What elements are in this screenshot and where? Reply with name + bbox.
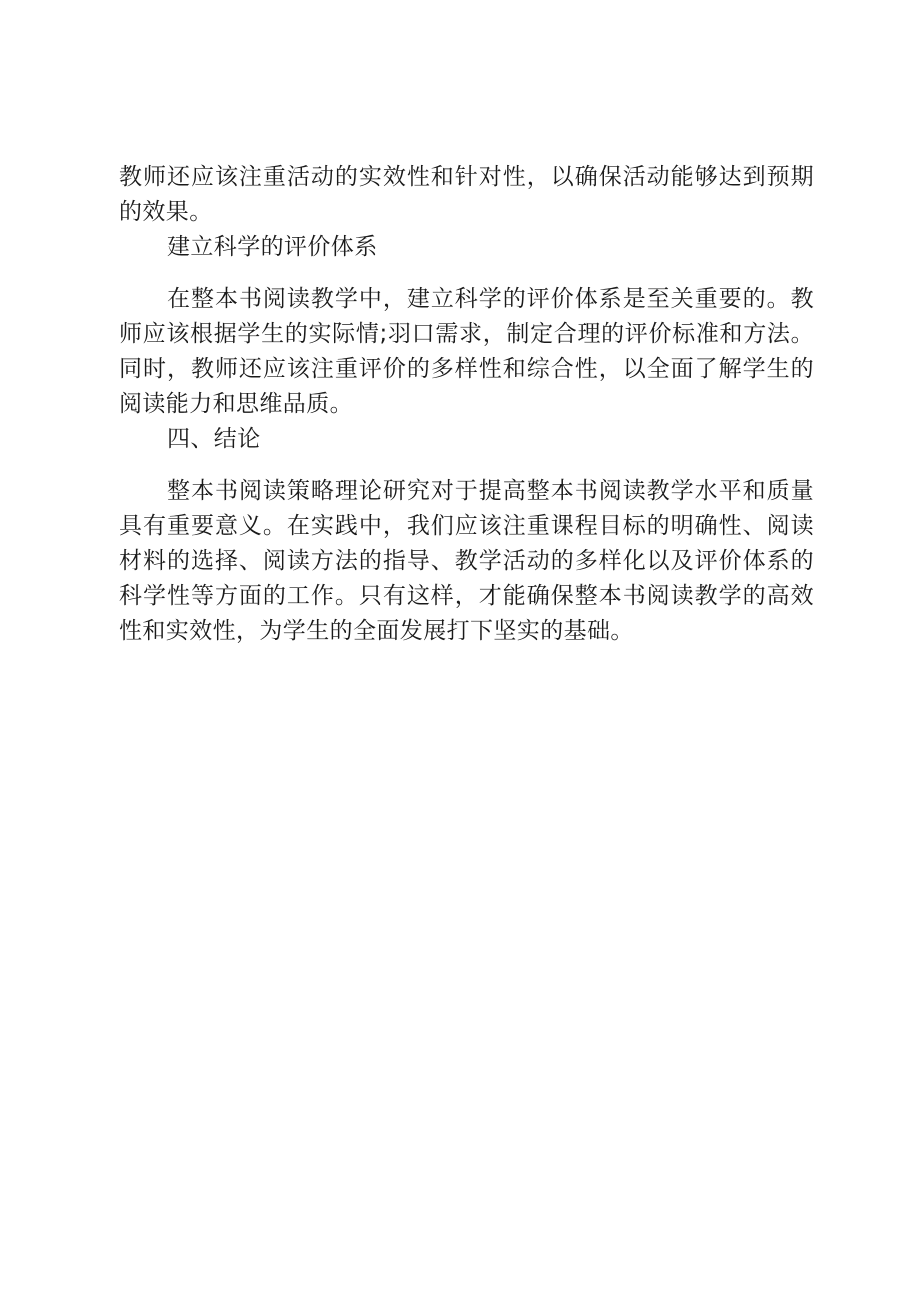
document-body	[119, 160, 814, 649]
section-heading-evaluation-system: 建立科学的评价体系	[167, 234, 378, 260]
paragraph-conclusion: 整本书阅读策略理论研究对于提高整本书阅读教学水平和质量具有重要意义。在实践中，我们应该注重课程目标的明确性、阅读材料的选择、阅读方法的指导、教学活动的多样化以及评价体系的科学性等方面的工作。只有这样，才能确保整本书阅读教学的高效性和实效性，为学生的全面发展打下坚实的基础。	[119, 478, 814, 644]
paragraph-evaluation-system: 在整本书阅读教学中，建立科学的评价体系是至关重要的。教师应该根据学生的实际情;羽口需求，制定合理的评价标准和方法。同时，教师还应该注重评价的多样性和综合性，以全面了解学生的阅读能力和思维品质。	[119, 286, 814, 417]
paragraph-activity-effectiveness: 教师还应该注重活动的实效性和针对性，以确保活动能够达到预期的效果。	[119, 164, 814, 225]
section-heading-conclusion: 四、结论	[167, 426, 261, 452]
